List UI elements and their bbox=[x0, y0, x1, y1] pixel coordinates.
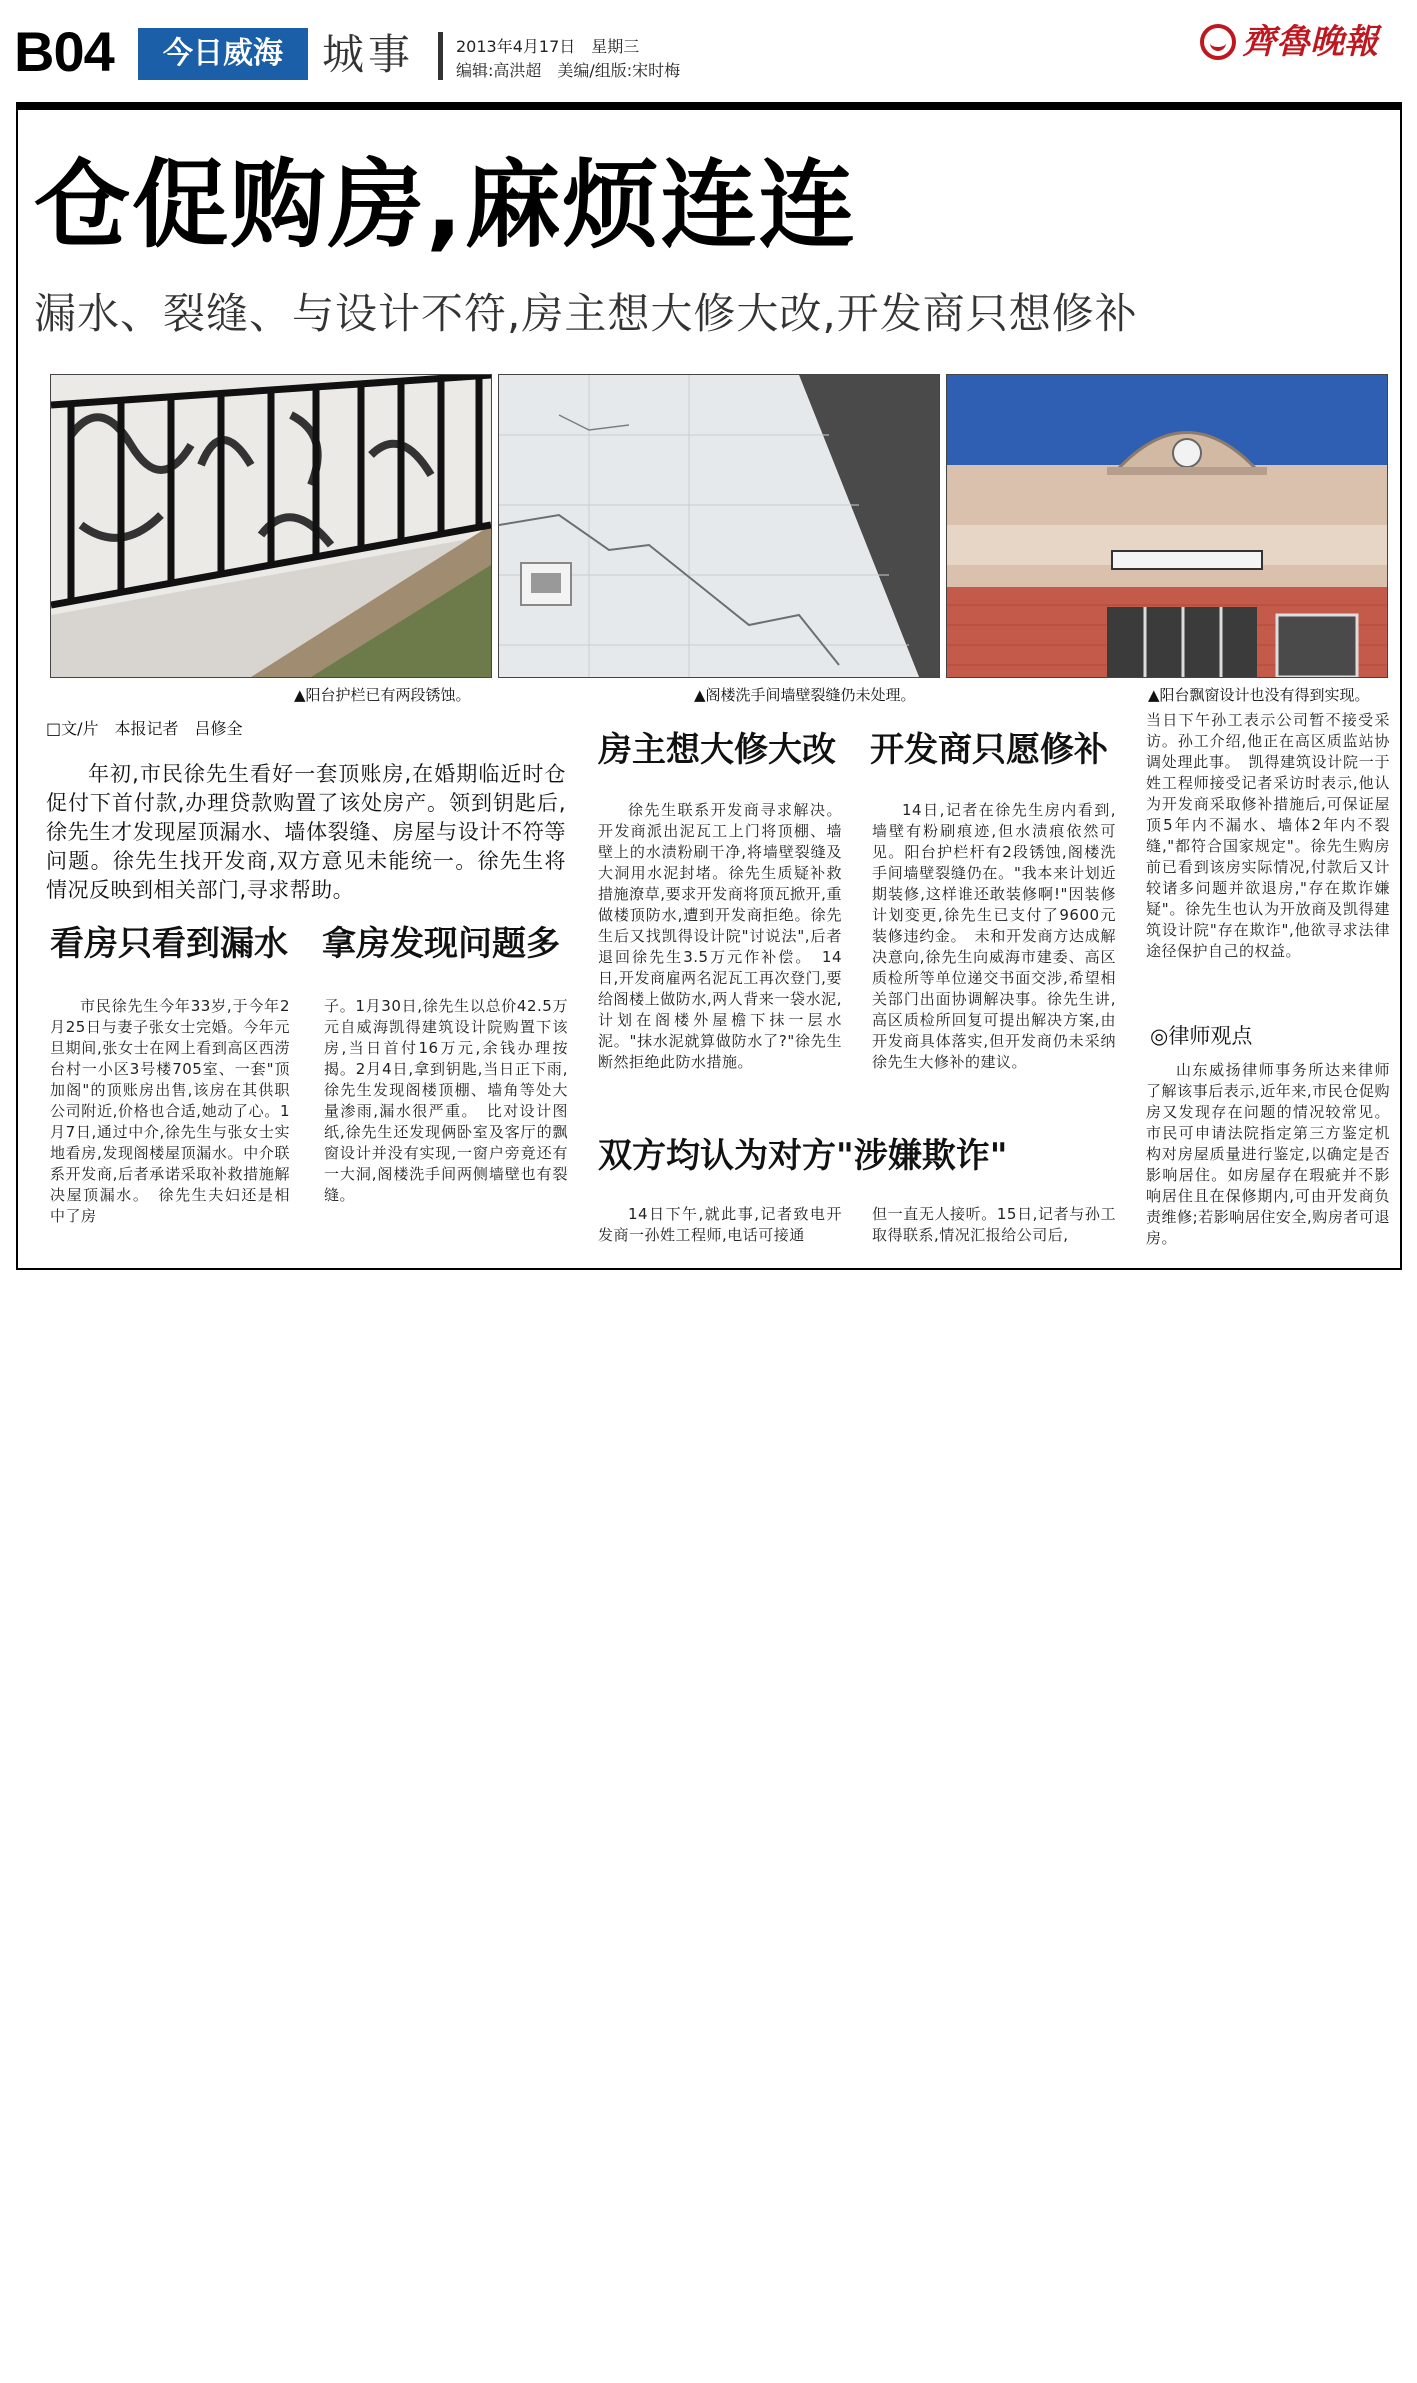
logo-text: 齊魯晚報 bbox=[1242, 22, 1378, 62]
lead-paragraph: 年初,市民徐先生看好一套顶账房,在婚期临近时仓促付下首付款,办理贷款购置了该处房产。领到钥匙后,徐先生才发现屋顶漏水、墙体裂缝、房屋与设计不符等问题。徐先生找开发商,双方意见未能统一。徐先生将情况反映到相关部门,寻求帮助。 bbox=[46, 762, 566, 902]
lawyer-opinion-heading: ◎律师观点 bbox=[1150, 1024, 1253, 1048]
editor-credits: 编辑:高洪超 美编/组版:宋时梅 bbox=[456, 61, 681, 80]
photo-wall-crack bbox=[498, 374, 940, 678]
article-subheadline: 漏水、裂缝、与设计不符,房主想大修大改,开发商只想修补 bbox=[34, 289, 1138, 338]
section-badge: 今日威海 bbox=[138, 28, 308, 80]
photo-balcony-railing bbox=[50, 374, 492, 678]
subsection-title: 城事 bbox=[322, 30, 415, 79]
byline: □文/片 本报记者 吕修全 bbox=[46, 719, 243, 738]
photo-caption: ▲阳台护栏已有两段锈蚀。 bbox=[294, 686, 471, 704]
body-column: 市民徐先生今年33岁,于今年2月25日与妻子张女士完婚。今年元旦期间,张女士在网上看到高区西涝台村一小区3号楼705室、一套"顶加阁"的顶账房出售,该房在其供职公司附近,价格也合适,她动了心。1月7日,通过中介,徐先生与张女士实地看房,发现阁楼屋顶漏水。中介联系开发商,后者承诺采取补救措施解决屋顶漏水。 徐先生夫妇还是相中了房 bbox=[50, 997, 290, 1225]
wall-crack-image bbox=[499, 375, 939, 677]
article-headline: 仓促购房,麻烦连连 bbox=[34, 149, 857, 261]
body-column: 但一直无人接听。15日,记者与孙工取得联系,情况汇报给公司后, bbox=[872, 1205, 1116, 1244]
body-column: 当日下午孙工表示公司暂不接受采访。孙工介绍,他正在高区质监站协调处理此事。 凯得建筑设计院一于姓工程师接受记者采访时表示,他认为开发商采取修补措施后,可保证屋顶5年内不漏水、墙体2年内不裂缝,"都符合国家规定"。徐先生购房前已看到该房实际情况,付款后又计较诸多问题并欲退房,"存在欺诈嫌疑"。徐先生也认为开放商及凯得建筑设计院"存在欺诈",他欲寻求法律途径保护自己的权益。 bbox=[1146, 711, 1390, 960]
section-heading: 看房只看到漏水 拿房发现问题多 bbox=[50, 924, 560, 964]
photo-bay-window bbox=[946, 374, 1388, 678]
body-column: 14日下午,就此事,记者致电开发商一孙姓工程师,电话可接通 bbox=[598, 1205, 842, 1244]
body-column: 徐先生联系开发商寻求解决。开发商派出泥瓦工上门将顶棚、墙壁上的水渍粉刷干净,将墙壁裂缝及大洞用水泥封堵。徐先生质疑补救措施潦草,要求开发商将顶瓦掀开,重做楼顶防水,遭到开发商拒绝。徐先生后又找凯得设计院"讨说法",后者退回徐先生3.5万元作补偿。 14日,开发商雇两名泥瓦工再次登门,要给阁楼上做防水,两人背来一袋水泥,计划在阁楼外屋檐下抹一层水泥。"抹水泥就算做防水了?"徐先生断然拒绝此防水措施。 bbox=[598, 801, 842, 1071]
body-column: 子。1月30日,徐先生以总价42.5万元自威海凯得建筑设计院购置下该房,当日首付16万元,余钱办理按揭。2月4日,拿到钥匙,当日正下雨,徐先生发现阁楼顶棚、墙角等处大量渗雨,漏水很严重。 比对设计图纸,徐先生还发现俩卧室及客厅的飘窗设计并没有实现,一窗户旁竟还有一大洞,阁楼洗手间两侧墙壁也有裂缝。 bbox=[324, 997, 568, 1204]
photo-caption: ▲阳台飘窗设计也没有得到实现。 bbox=[1148, 686, 1370, 704]
masthead-divider bbox=[438, 32, 443, 80]
issue-date: 2013年4月17日 星期三 bbox=[456, 37, 640, 56]
lawyer-opinion-text: 山东威扬律师事务所达来律师了解该事后表示,近年来,市民仓促购房又发现存在问题的情况较常见。市民可申请法院指定第三方鉴定机构对房屋质量进行鉴定,以确定是否影响居住。如房屋存在瑕疵并不影响居住且在保修期内,可由开发商负责维修;若影响居住安全,购房者可退房。 bbox=[1146, 1061, 1390, 1247]
page-number: B04 bbox=[14, 20, 114, 83]
body-column: 14日,记者在徐先生房内看到,墙壁有粉刷痕迹,但水渍痕依然可见。阳台护栏杆有2段锈蚀,阁楼洗手间墙壁裂缝仍在。"我本来计划近期装修,这样谁还敢装修啊!"因装修计划变更,徐先生已支付了9600元装修违约金。 未和开发商方达成解决意向,徐先生向威海市建委、高区质检所等单位递交书面交涉,希望相关部门出面协调解决事。徐先生讲,高区质检所回复可提出解决方案,由开发商具体落实,但开发商仍未采纳徐先生大修补的建议。 bbox=[872, 801, 1116, 1071]
newspaper-logo bbox=[1200, 12, 1400, 72]
section-heading: 房主想大修大改 开发商只愿修补 bbox=[598, 730, 1108, 770]
railing-image bbox=[51, 375, 491, 677]
section-heading: 双方均认为对方"涉嫌欺诈" bbox=[598, 1136, 1008, 1176]
logo-emblem-icon bbox=[1200, 24, 1236, 60]
photo-caption: ▲阁楼洗手间墙壁裂缝仍未处理。 bbox=[694, 686, 916, 704]
building-image bbox=[947, 375, 1387, 677]
